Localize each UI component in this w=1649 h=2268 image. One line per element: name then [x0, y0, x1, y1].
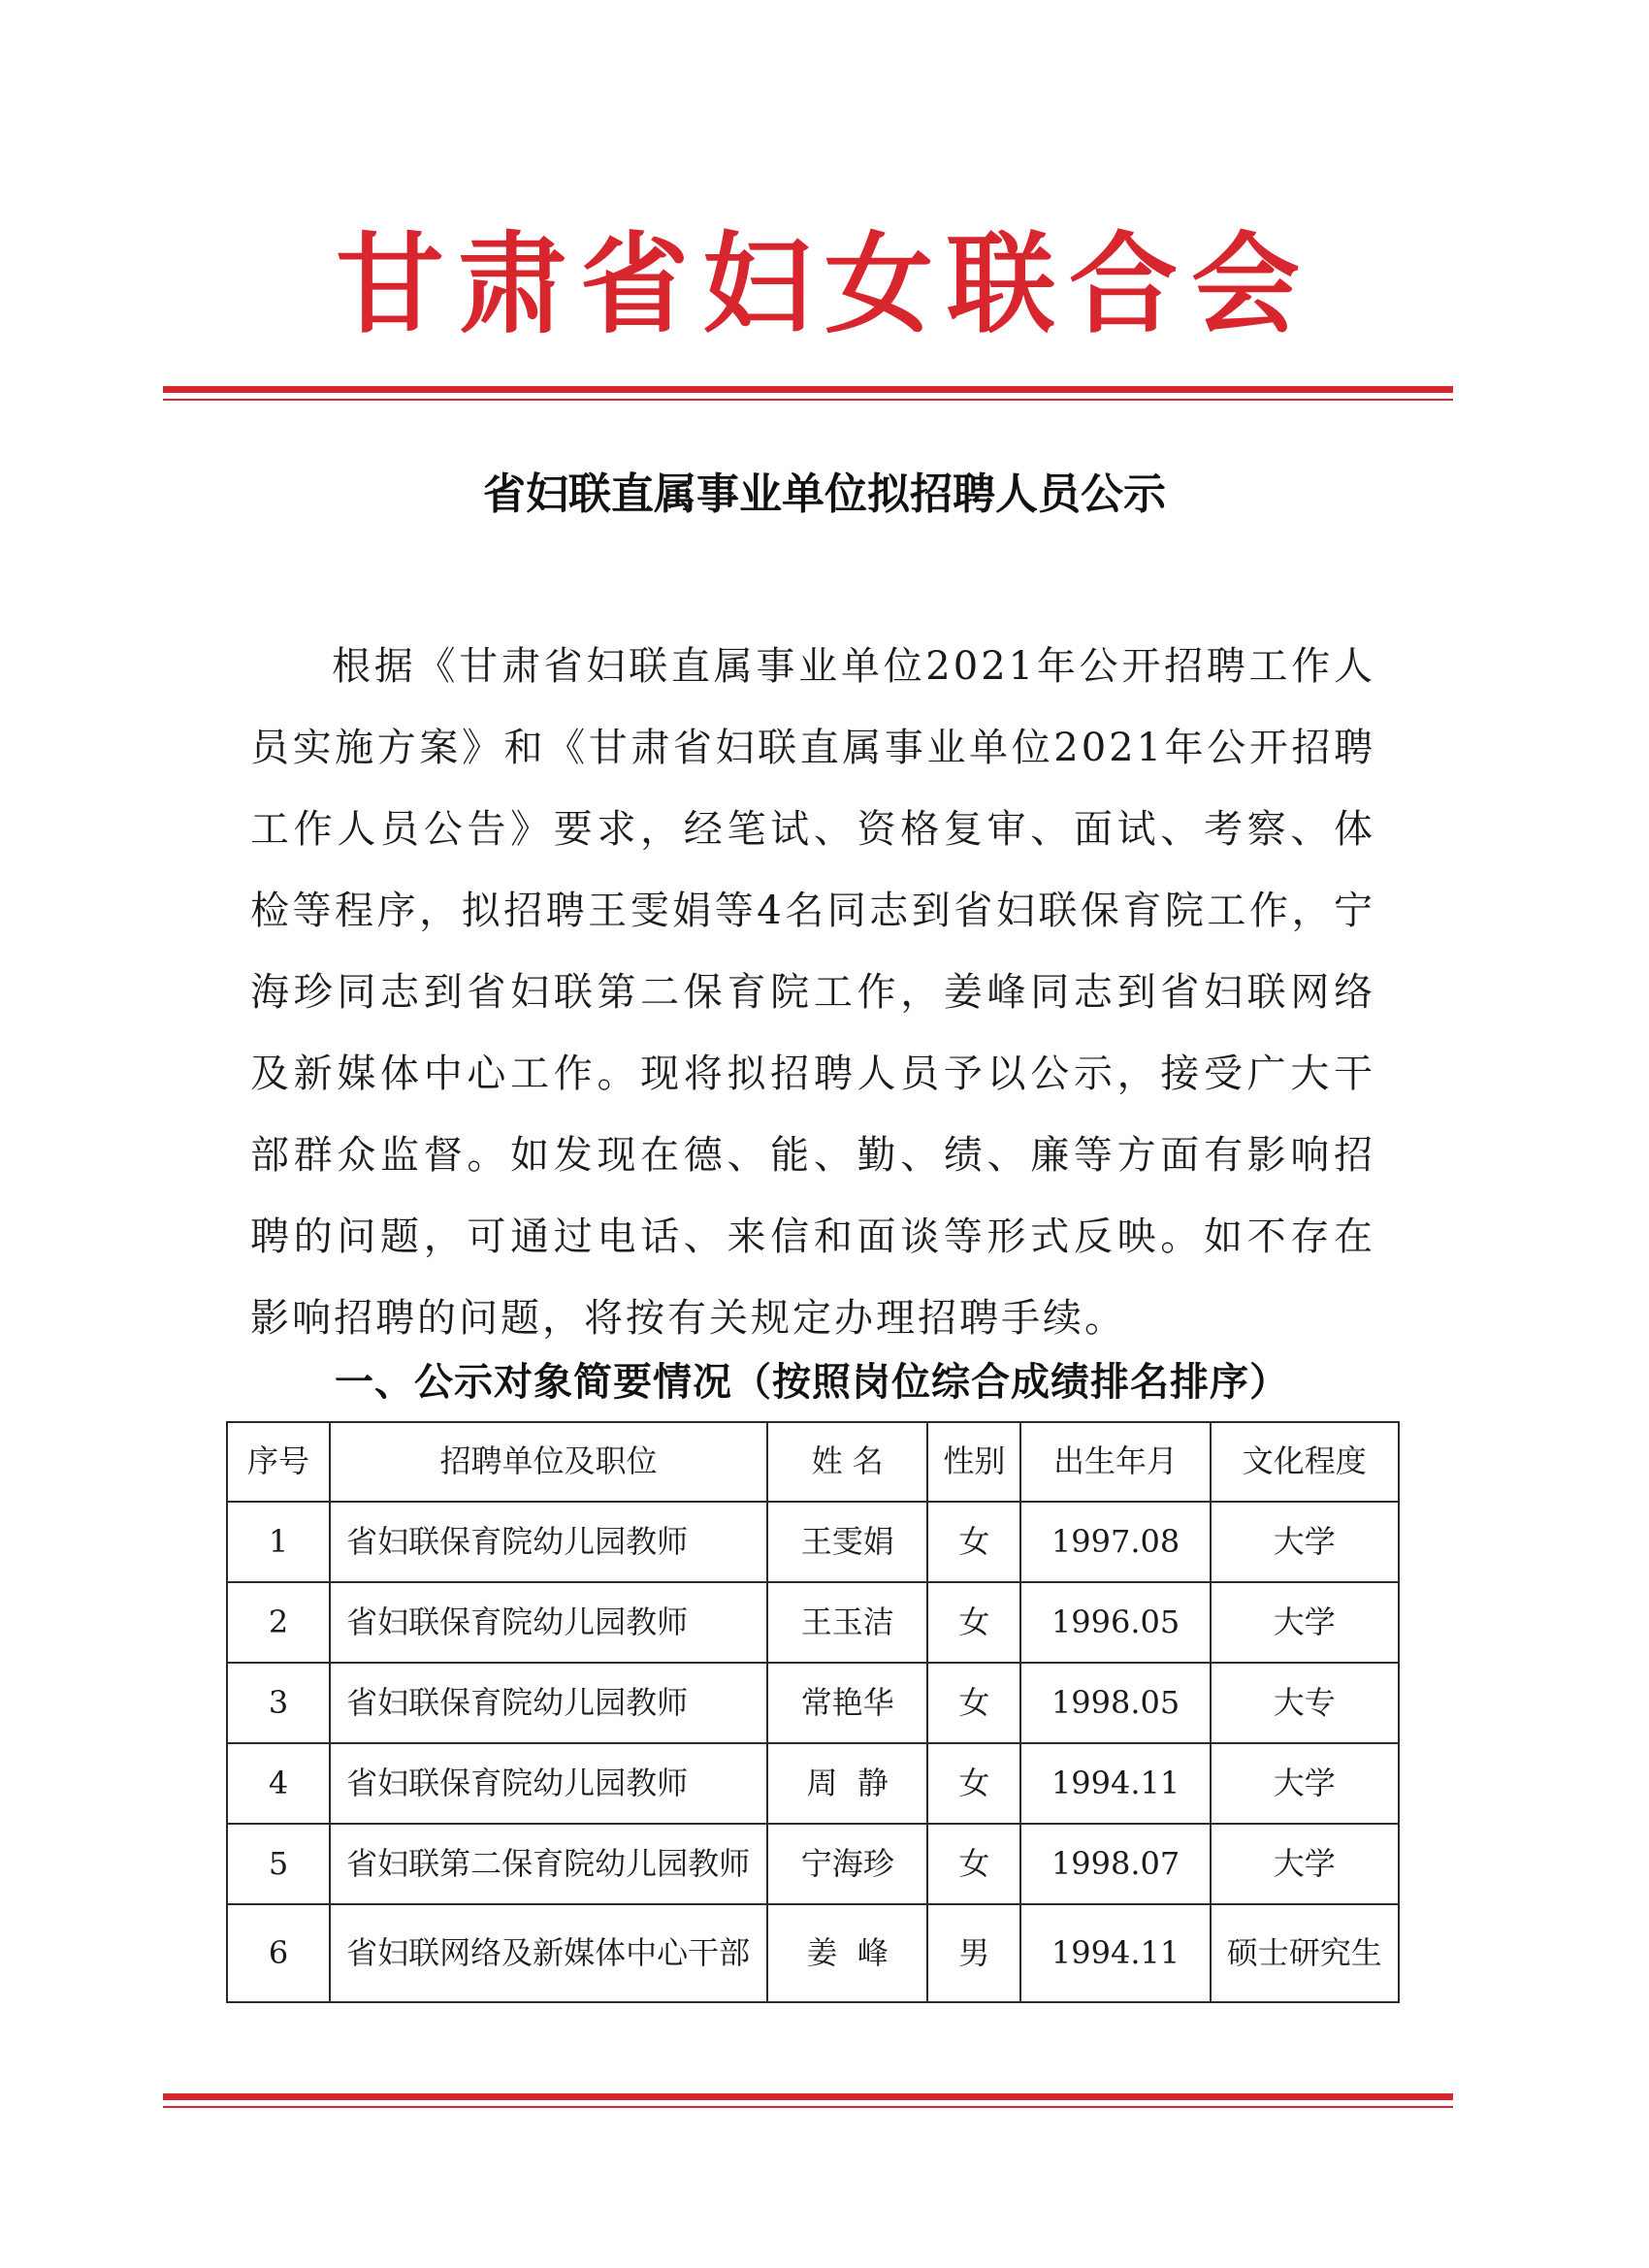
cell-education: 大学 [1211, 1502, 1399, 1582]
cell-education: 硕士研究生 [1211, 1904, 1399, 2002]
letterhead-title: 甘肃省妇女联合会 [336, 222, 1313, 348]
cell-index: 4 [227, 1743, 330, 1824]
cell-name: 周 静 [767, 1743, 927, 1824]
table-row [227, 1663, 1399, 1743]
cell-unit: 省妇联第二保育院幼儿园教师 [330, 1824, 767, 1904]
cell-unit: 省妇联保育院幼儿园教师 [330, 1663, 767, 1743]
cell-name: 常艳华 [767, 1663, 927, 1743]
cell-index: 1 [227, 1502, 330, 1582]
cell-sex: 女 [927, 1582, 1020, 1663]
red-rule-thin-line [163, 2106, 1453, 2108]
cell-sex: 女 [927, 1824, 1020, 1904]
cell-birth: 1998.05 [1020, 1663, 1210, 1743]
table-row [227, 1743, 1399, 1824]
table-row [227, 1582, 1399, 1663]
header-sex: 性别 [927, 1422, 1020, 1502]
cell-sex: 女 [927, 1502, 1020, 1582]
header-birth: 出生年月 [1020, 1422, 1210, 1502]
cell-name: 姜 峰 [767, 1904, 927, 2002]
header-name: 姓 名 [767, 1422, 927, 1502]
header-unit: 招聘单位及职位 [330, 1422, 767, 1502]
red-rule-thin-line [163, 399, 1453, 401]
footer-red-rule [163, 2093, 1453, 2108]
candidate-table [226, 1421, 1400, 2003]
cell-birth: 1997.08 [1020, 1502, 1210, 1582]
table-row [227, 1904, 1399, 2002]
cell-index: 5 [227, 1824, 330, 1904]
cell-birth: 1994.11 [1020, 1743, 1210, 1824]
cell-sex: 女 [927, 1663, 1020, 1743]
cell-name: 王玉洁 [767, 1582, 927, 1663]
letterhead-red-rule [163, 386, 1453, 401]
cell-index: 2 [227, 1582, 330, 1663]
header-index: 序号 [227, 1422, 330, 1502]
cell-index: 3 [227, 1663, 330, 1743]
cell-name: 宁海珍 [767, 1824, 927, 1904]
cell-birth: 1998.07 [1020, 1824, 1210, 1904]
cell-unit: 省妇联网络及新媒体中心干部 [330, 1904, 767, 2002]
cell-index: 6 [227, 1904, 330, 2002]
cell-unit: 省妇联保育院幼儿园教师 [330, 1502, 767, 1582]
cell-education: 大学 [1211, 1743, 1399, 1824]
cell-birth: 1994.11 [1020, 1904, 1210, 2002]
cell-sex: 男 [927, 1904, 1020, 2002]
section-heading: 一、公示对象简要情况（按照岗位综合成绩排名排序） [335, 1360, 1289, 1405]
cell-birth: 1996.05 [1020, 1582, 1210, 1663]
cell-education: 大专 [1211, 1663, 1399, 1743]
body-paragraph: 根据《甘肃省妇联直属事业单位2021年公开招聘工作人员实施方案》和《甘肃省妇联直属事业单位2021年公开招聘工作人员公告》要求，经笔试、资格复审、面试、考察、体检等程序，拟招聘王雯娟等4名同志到省妇联保育院工作，宁海珍同志到省妇联第二保育院工作，姜峰同志到省妇联网络及新媒体中心工作。现将拟招聘人员予以公示，接受广大干部群众监督。如发现在德、能、勤、绩、廉等方面有影响招聘的问题，可通过电话、来信和面谈等形式反映。如不存在影响招聘的问题，将按有关规定办理招聘手续。 [250, 644, 1375, 1341]
cell-name: 王雯娟 [767, 1502, 927, 1582]
cell-unit: 省妇联保育院幼儿园教师 [330, 1582, 767, 1663]
table-row [227, 1824, 1399, 1904]
document-title: 省妇联直属事业单位拟招聘人员公示 [483, 470, 1166, 519]
header-education: 文化程度 [1211, 1422, 1399, 1502]
cell-unit: 省妇联保育院幼儿园教师 [330, 1743, 767, 1824]
table-header-row [227, 1422, 1399, 1502]
table-row [227, 1502, 1399, 1582]
cell-education: 大学 [1211, 1824, 1399, 1904]
cell-education: 大学 [1211, 1582, 1399, 1663]
cell-sex: 女 [927, 1743, 1020, 1824]
red-rule-thick-line [163, 386, 1453, 393]
red-rule-thick-line [163, 2093, 1453, 2100]
